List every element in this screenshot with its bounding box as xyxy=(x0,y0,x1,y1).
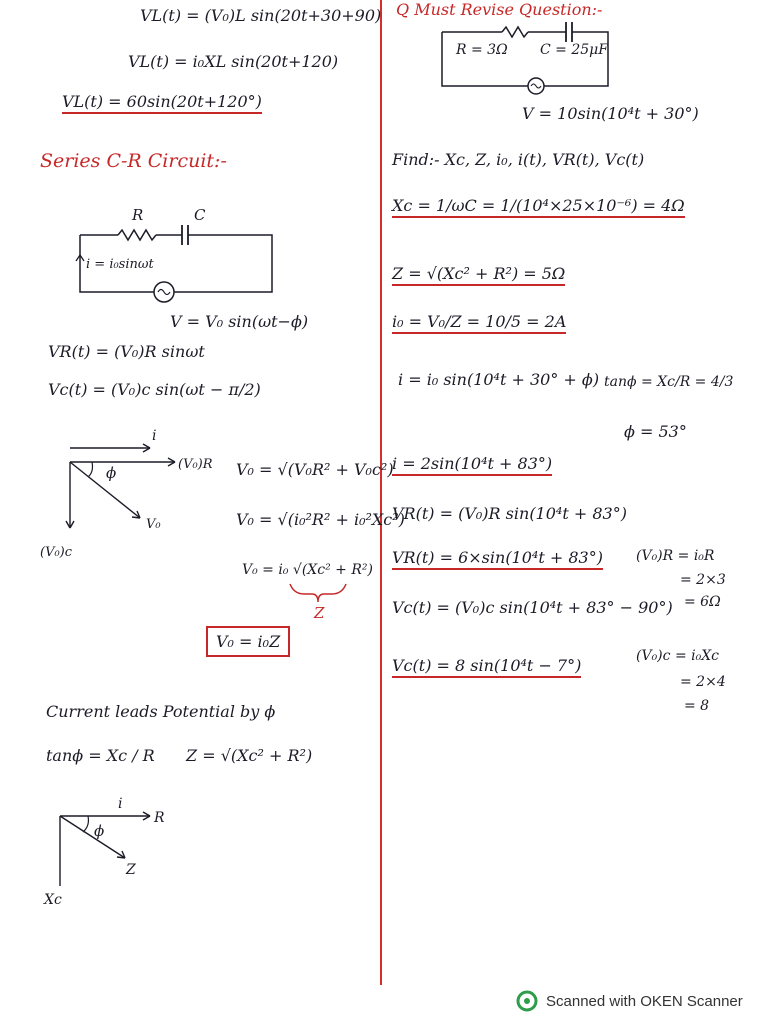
resistor-icon xyxy=(502,27,528,37)
eq-i-final: i = 2sin(10⁴t + 83°) xyxy=(392,454,552,476)
phasor-vc-label: (V₀)c xyxy=(40,545,73,560)
eq-vl-2: VL(t) = i₀XL sin(20t+120) xyxy=(128,52,339,71)
eq-vr-right: VR(t) = (V₀)R sin(10⁴t + 83°) xyxy=(392,504,627,523)
side-v0r-2: = 2×3 xyxy=(680,572,726,588)
triangle-xc-label: Xc xyxy=(44,892,62,908)
eq-vl-1: VL(t) = (V₀)L sin(20t+30+90) xyxy=(140,6,382,25)
question-circuit-diagram xyxy=(440,18,630,98)
cr-circuit-diagram xyxy=(70,200,290,320)
circuit-r-label: R xyxy=(132,206,144,224)
phi-arc-icon xyxy=(88,462,93,477)
triangle-phi-label: ϕ xyxy=(94,822,105,840)
eq-z-left: Z = √(Xc² + R²) xyxy=(186,746,313,765)
question-heading: Q Must Revise Question:- xyxy=(396,0,603,19)
side-v0r: (V₀)R = i₀R xyxy=(636,548,715,564)
q-r-label: R = 3Ω xyxy=(456,42,508,58)
eq-vc-right: Vc(t) = (V₀)c sin(10⁴t + 83° − 90°) xyxy=(392,598,673,617)
eq-phi: ϕ = 53° xyxy=(624,422,687,441)
z-brace xyxy=(288,582,348,622)
circuit-c-label: C xyxy=(194,206,206,224)
eq-v0-2: V₀ = √(i₀²R² + i₀²Xc²) xyxy=(236,510,405,529)
q-c-label: C = 25μF xyxy=(540,42,608,58)
impedance-triangle xyxy=(30,796,210,916)
phasor-i-label: i xyxy=(152,428,157,444)
triangle-r-label: R xyxy=(154,810,165,826)
eq-i0: i₀ = V₀/Z = 10/5 = 2A xyxy=(392,312,566,334)
eq-vr-final: VR(t) = 6×sin(10⁴t + 83°) xyxy=(392,548,603,570)
eq-v0-3: V₀ = i₀ √(Xc² + R²) xyxy=(242,562,373,578)
eq-i: i = i₀ sin(10⁴t + 30° + ϕ) xyxy=(398,370,600,389)
eq-xc: Xc = 1/ωC = 1/(10⁴×25×10⁻⁶) = 4Ω xyxy=(392,196,685,218)
side-v0c-3: = 8 xyxy=(684,698,710,714)
eq-tan-phi-right: tanϕ = Xc/R = 4/3 xyxy=(604,374,734,390)
column-divider xyxy=(380,0,382,985)
phasor-phi-label: ϕ xyxy=(106,464,117,482)
eq-vc-final: Vc(t) = 8 sin(10⁴t − 7°) xyxy=(392,656,581,678)
q-v-label: V = 10sin(10⁴t + 30°) xyxy=(522,104,699,123)
triangle-i-label: i xyxy=(118,796,123,812)
resistor-icon xyxy=(118,230,156,240)
side-v0c: (V₀)c = i₀Xc xyxy=(636,648,720,664)
oken-scanner-logo-icon xyxy=(516,990,538,1012)
eq-v0-box: V₀ = i₀Z xyxy=(206,626,290,657)
z-brace-label: Z xyxy=(314,604,325,622)
eq-vl-3: VL(t) = 60sin(20t+120°) xyxy=(62,92,262,114)
phasor-diagram xyxy=(30,428,230,568)
circuit-i-label: i = i₀sinωt xyxy=(86,257,154,272)
eq-v0-1: V₀ = √(V₀R² + V₀c²) xyxy=(236,460,394,479)
triangle-z-label: Z xyxy=(126,862,136,878)
scanner-text: Scanned with OKEN Scanner xyxy=(546,992,743,1010)
scanner-footer xyxy=(516,990,743,1012)
phi-arc-icon xyxy=(83,816,88,832)
lead-text: Current leads Potential by ϕ xyxy=(46,702,276,721)
eq-vc: Vc(t) = (V₀)c sin(ωt − π/2) xyxy=(48,380,261,399)
phasor-vr-label: (V₀)R xyxy=(178,457,213,472)
side-v0c-2: = 2×4 xyxy=(680,674,726,690)
find-line: Find:- Xc, Z, i₀, i(t), VR(t), Vc(t) xyxy=(392,150,645,169)
phasor-v0-label: V₀ xyxy=(146,517,161,532)
side-v0r-3: = 6Ω xyxy=(684,594,721,610)
eq-z: Z = √(Xc² + R²) = 5Ω xyxy=(392,264,565,286)
series-cr-heading: Series C-R Circuit:- xyxy=(40,150,227,172)
eq-vr: VR(t) = (V₀)R sinωt xyxy=(48,342,205,361)
eq-tan-phi: tanϕ = Xc / R xyxy=(46,746,155,765)
circuit-v-label: V = V₀ sin(ωt−ϕ) xyxy=(170,312,309,331)
